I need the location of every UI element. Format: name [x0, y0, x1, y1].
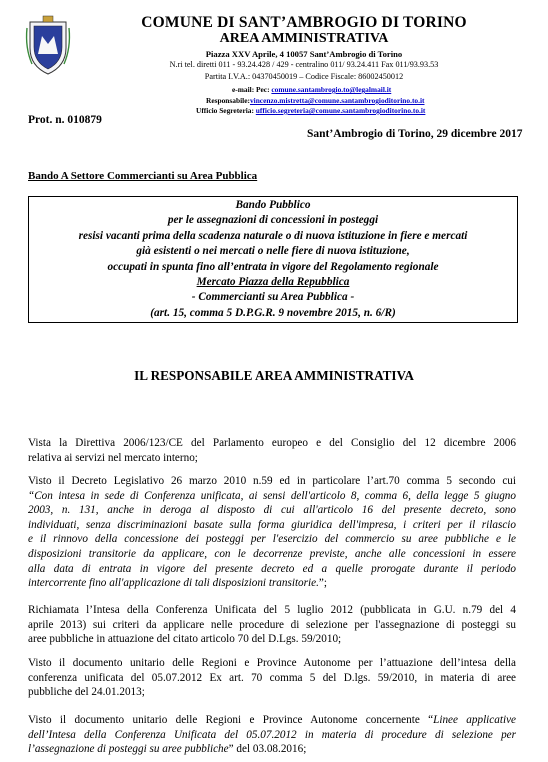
text-line: relativa ai servizi nel mercato interno; [28, 451, 198, 464]
segreteria-email-link[interactable]: ufficio.segreteria@comune.santambrogioditorino.to.it [255, 106, 426, 115]
paragraph-documento-2016 [28, 713, 516, 757]
document-date: Sant’Ambrogio di Torino, 29 dicembre 2017 [307, 128, 523, 140]
protocol-number: Prot. n. 010879 [28, 114, 102, 126]
text-line: aree pubbliche in attuazione del citato articolo 70 del D.Lgs. 59/2010; [28, 633, 342, 646]
segreteria-line: Ufficio Segreteria: ufficio.segreteria@comune.santambrogioditorino.to.it [196, 106, 426, 115]
municipality-title: COMUNE DI SANT’AMBROGIO DI TORINO [141, 14, 467, 31]
bando-label: Bando A Settore Commercianti su Area Pubblica [28, 170, 258, 182]
quoted-line: alla data di entrata in vigore del presente decreto ed a quelle prorogate durante il periodo [28, 562, 516, 575]
notice-box [28, 196, 518, 323]
text-line: l’assegnazione di posteggi su aree pubbliche” del 03.08.2016; [28, 743, 307, 756]
quoted-line: e il rinnovo della concessione dei posteggi per l'esercizio del commercio su aree pubbliche e le [28, 533, 516, 546]
address: Piazza XXV Aprile, 4 10057 Sant’Ambrogio di Torino [205, 49, 403, 59]
paragraph-intesa [28, 603, 516, 647]
quoted-line: dell’Intesa della Conferenza Unificata del 05.07.2012 in materia di procedure di selezione per [28, 728, 516, 741]
market-name: Mercato Piazza della Repubblica [196, 276, 350, 289]
pec-email-link[interactable]: comune.santambrogio.to@legalmail.it [271, 85, 392, 94]
text-line: Visto il documento unitario delle Regioni e Province Autonome per l’attuazione dell’intesa della [28, 657, 516, 669]
notice-line: per le assegnazioni di concessioni in posteggi [167, 214, 379, 227]
text-line: Vista la Direttiva 2006/123/CE del Parlamento europeo e del Consiglio del 12 dicembre 2006 [28, 437, 516, 449]
coat-of-arms-icon [24, 14, 72, 76]
quoted-line: disposizioni transitorie da applicare, con le decorrenze previste, anche alle concessioni in essere [28, 547, 516, 560]
text-line: aprile 2013) sui criteri da applicare nelle procedure di selezione per l'assegnazione di posteggi su [28, 618, 516, 631]
quoted-line: 2003, n. 131, anche in deroga al disposto di cui all'articolo 16 del presente decreto, sono [28, 504, 516, 517]
paragraph-decree [28, 474, 516, 591]
paragraph-directive [28, 436, 516, 465]
text-line: pubbliche del 24.01.2013; [28, 686, 145, 699]
notice-line: - Commercianti su Area Pubblica - [191, 291, 355, 304]
section-title: IL RESPONSABILE AREA AMMINISTRATIVA [134, 368, 414, 383]
text-line: intercorrente fino all'applicazione di tali disposizioni transitorie.”; [28, 577, 327, 590]
office-name: AREA AMMINISTRATIVA [219, 31, 389, 46]
quoted-line: individuati, senza discriminazioni basate sulla forma giuridica dell'impresa, i criteri per il rilascio [28, 518, 516, 531]
text-line: Visto il Decreto Legislativo 26 marzo 2010 n.59 ed in particolare l’art.70 comma 5 secondo cui [28, 475, 516, 487]
notice-reference: (art. 15, comma 5 D.P.G.R. 9 novembre 2015, n. 6/R) [150, 306, 396, 319]
notice-line: occupati in spunta fino all’entrata in vigore del Regolamento regionale [107, 260, 439, 273]
responsabile-line: Responsabile:vincenzo.mistretta@comune.santambrogioditorino.to.it [206, 96, 425, 105]
responsabile-email-link[interactable]: vincenzo.mistretta@comune.santambrogioditorino.to.it [249, 96, 425, 105]
text-line: Richiamata l’Intesa della Conferenza Unificata del 5 luglio 2012 (pubblicata in G.U. n.79 del 4 [28, 604, 516, 616]
pec-line: e-mail: Pec: comune.santambrogio.to@legalmail.it [232, 85, 392, 94]
notice-line: resisi vacanti prima della scadenza naturale o di nuova istituzione in fiere e mercati [78, 229, 468, 242]
notice-line: già esistenti o nei mercati o nelle fiere di nuova istituzione, [136, 245, 410, 258]
notice-title: Bando Pubblico [235, 199, 311, 211]
phone-numbers: N.ri tel. diretti 011 - 93.24.428 / 429 - centralino 011/ 93.24.411 Fax 011/93.93.53 [169, 60, 439, 69]
text-line: Visto il documento unitario delle Regioni e Province Autonome concernente “Linee applicative [28, 714, 516, 726]
text-line: conferenza unificata del 05.07.2012 Ex art. 70 comma 5 del D.lgs. 59/2010, in materia di aree [28, 671, 516, 684]
tax-codes: Partita I.V.A.: 04370450019 – Codice Fiscale: 86002450012 [204, 72, 404, 81]
quoted-line: “Con intesa in sede di Conferenza unificata, ai sensi dell'articolo 8, comma 6, della legge 5 giugno [28, 489, 516, 502]
paragraph-documento-2013 [28, 656, 516, 700]
